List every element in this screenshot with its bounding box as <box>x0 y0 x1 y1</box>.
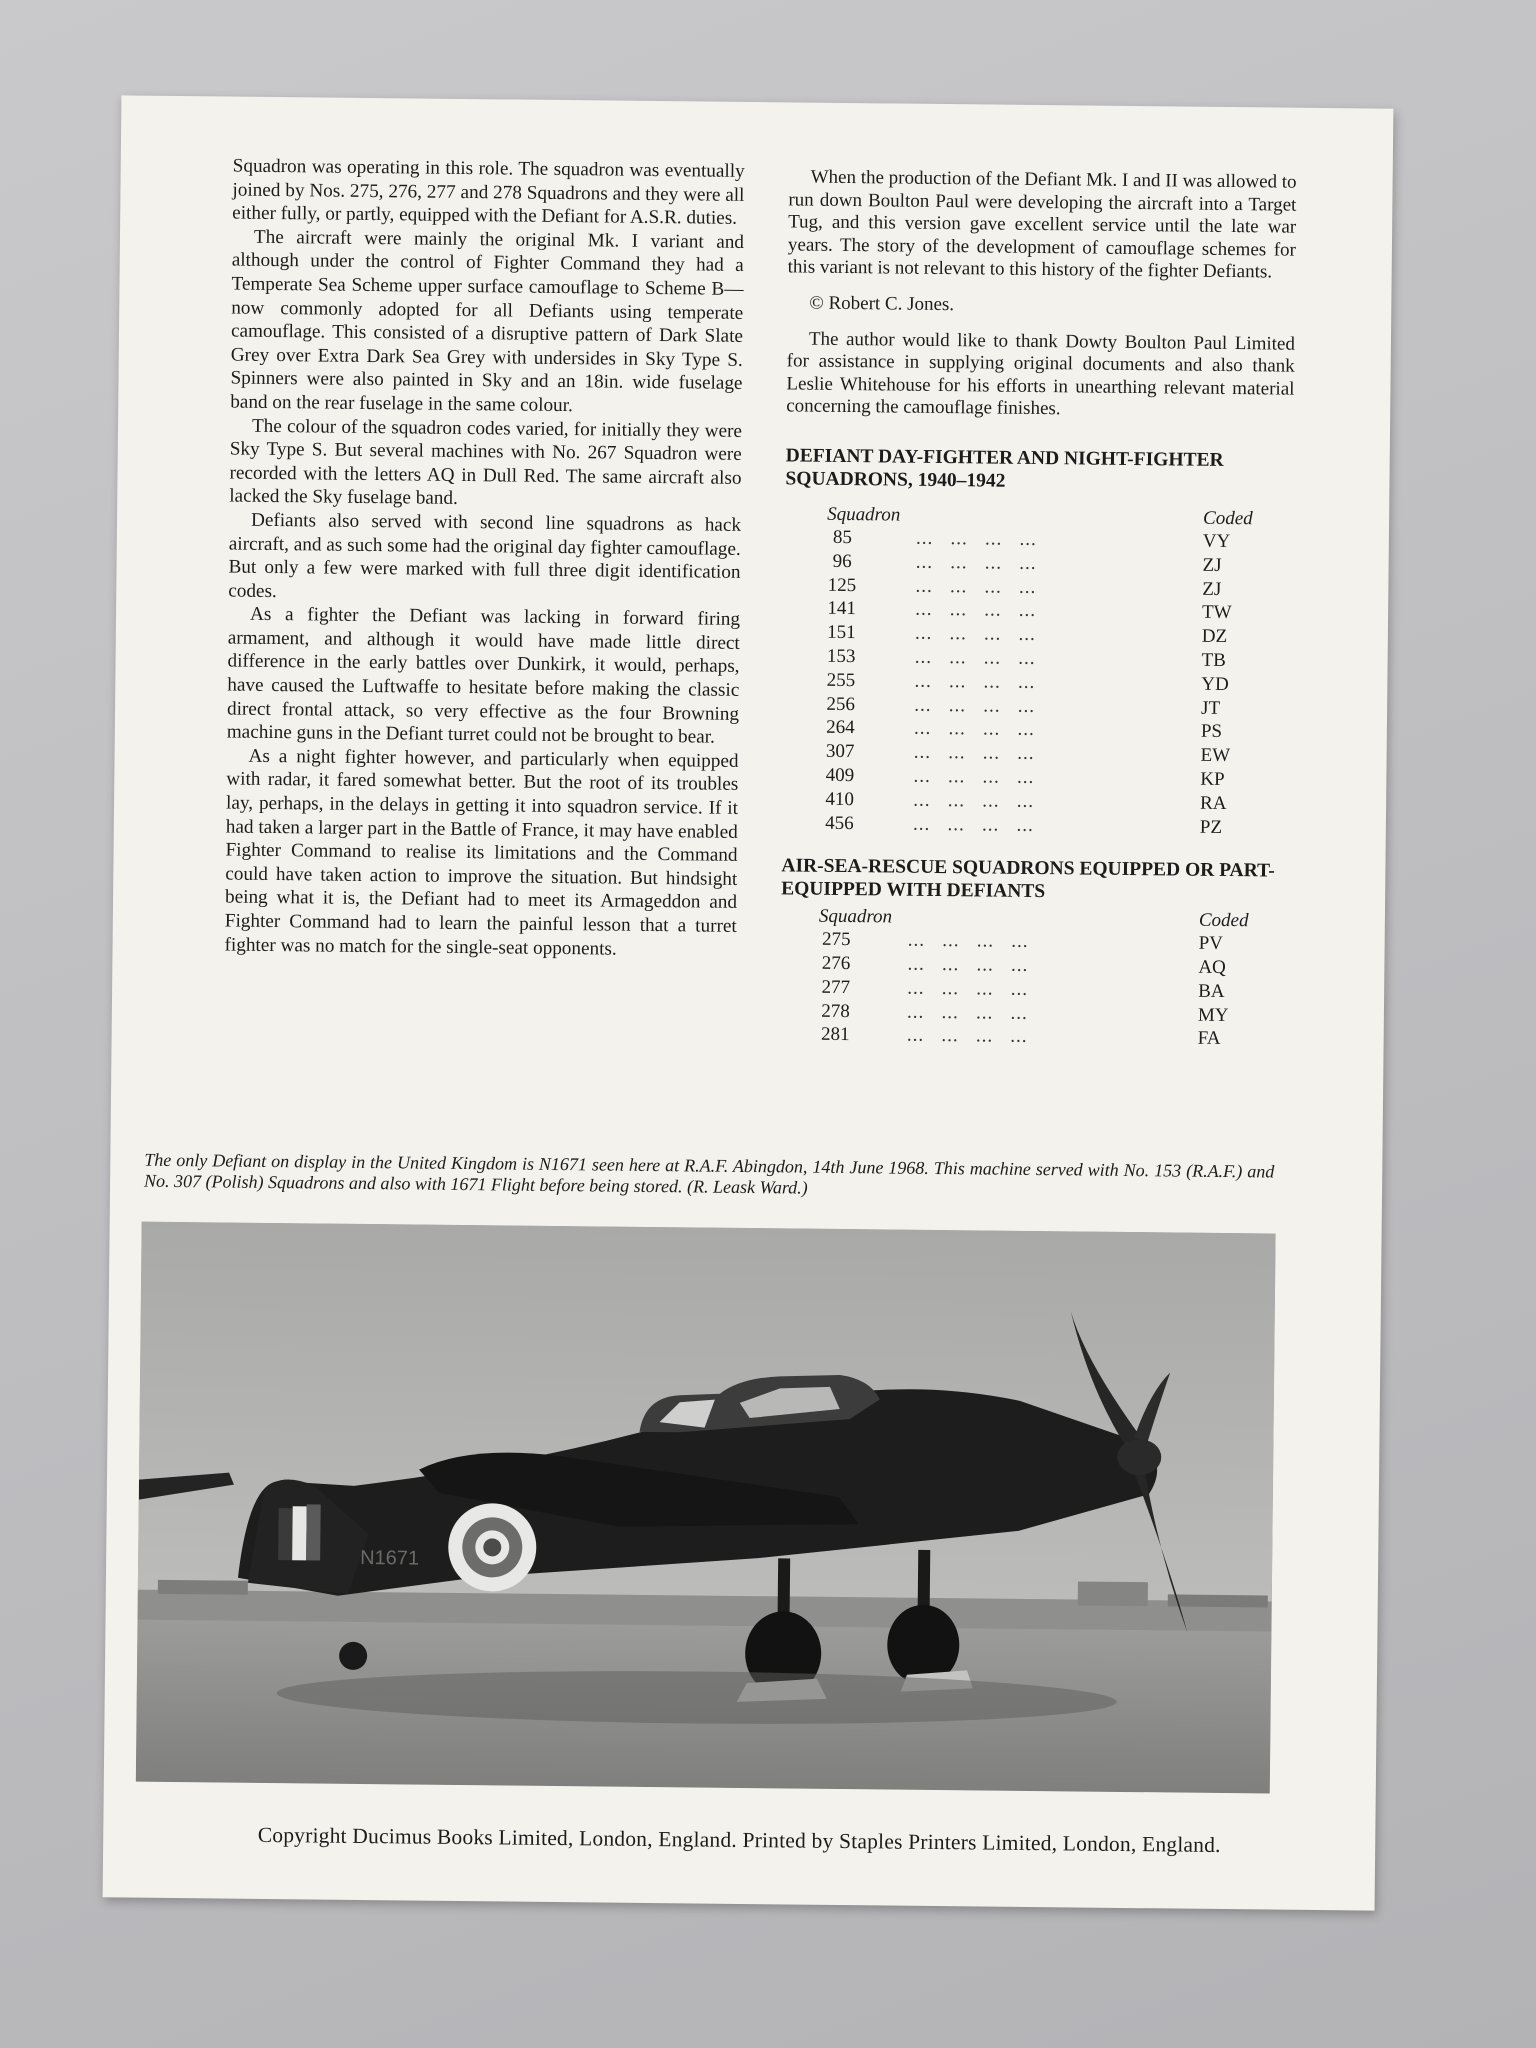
intro-paragraph: When the production of the Defiant Mk. I and II was allowed to run down Boulton Paul were developing the aircraft into a Target Tug, and this version gave excellent service until the late war years. The story of the development of camouflage schemes for this variant is not relevant to this history of the fighter Defiants. <box>787 166 1297 283</box>
squadron-code: PZ <box>1199 816 1223 838</box>
dot-leader: ... ... ... ... <box>913 718 1035 741</box>
squadron-code: TW <box>1202 602 1232 624</box>
squadron-number: 255 <box>826 669 856 691</box>
paragraph: The colour of the squadron codes varied, for initially they were Sky Type S. But several machines with No. 267 Squadron were recorded with the letters AQ in Dull Red. The same aircraft also lacked the Sky fuselage band. <box>229 415 743 510</box>
squadron-number: 85 <box>832 526 853 549</box>
acknowledgement-paragraph: The author would like to thank Dowty Boulton Paul Limited for assistance in supplying original documents and also thank Leslie Whitehouse for his efforts in unearthing relevant material concerning the camouflage finishes. <box>786 328 1296 420</box>
squadron-number: 153 <box>826 645 856 668</box>
table1-title: DEFIANT DAY-FIGHTER AND NIGHT-FIGHTER SQUADRONS, 1940–1942 <box>785 445 1224 492</box>
paragraph: Defiants also served with second line squadrons as hack aircraft, and as such some had the original day fighter camouflage. But only a few were marked with full three digit identification codes. <box>228 509 742 602</box>
squadron-code: AQ <box>1198 956 1226 979</box>
squadron-code: BA <box>1198 980 1225 1002</box>
squadron-number: 410 <box>825 788 855 810</box>
squadron-number: 125 <box>827 574 857 596</box>
asr-squadrons-table <box>780 905 1289 1052</box>
dot-leader: ... ... ... ... <box>914 622 1036 646</box>
dot-leader: ... ... ... ... <box>914 670 1036 693</box>
squadron-number: 264 <box>826 717 855 739</box>
squadron-code: YD <box>1201 673 1229 695</box>
squadron-number: 456 <box>825 812 854 834</box>
dot-leader: ... ... ... ... <box>906 1025 1028 1048</box>
column-header-squadron: Squadron <box>827 503 901 526</box>
squadron-code: DZ <box>1201 625 1228 648</box>
dot-leader: ... ... ... ... <box>914 694 1036 717</box>
squadron-code: RA <box>1200 792 1227 814</box>
paragraph: Squadron was operating in this role. The squadron was eventually joined by Nos. 275, 276, 277 and 278 Squadrons and they were all either fully, or partly, equipped with the Defiant for A.S.R. duties. <box>232 155 745 230</box>
dot-leader: ... ... ... ... <box>907 929 1029 953</box>
squadron-number: 96 <box>832 550 852 572</box>
aircraft-serial: N1671 <box>360 1546 420 1570</box>
page-footer: Copyright Ducimus Books Limited, London, England. Printed by Staples Printers Limited, London, England. <box>257 1822 1221 1857</box>
squadron-number: 277 <box>821 976 851 998</box>
dot-leader: ... ... ... ... <box>913 765 1035 788</box>
aircraft-photo <box>136 1222 1276 1794</box>
photo-caption: The only Defiant on display in the United Kingdom is N1671 seen here at R.A.F. Abingdon, 14th June 1968. This machine served with No. 153 (R.A.F.) and No. 307 (Polish) Squadrons and also with 1671 Flight before being stored. (R. Leask Ward.) <box>144 1149 1275 1198</box>
table-row <box>782 811 1290 840</box>
dot-leader: ... ... ... ... <box>915 527 1037 550</box>
squadron-code: ZJ <box>1202 578 1222 600</box>
squadron-code: MY <box>1197 1004 1229 1026</box>
table2-body <box>780 928 1289 1052</box>
squadron-code: JT <box>1201 697 1221 719</box>
squadron-number: 409 <box>825 764 855 787</box>
squadron-number: 281 <box>820 1024 850 1046</box>
dot-leader: ... ... ... ... <box>915 599 1037 622</box>
squadron-code: EW <box>1200 744 1231 767</box>
dot-leader: ... ... ... ... <box>907 1001 1028 1024</box>
dot-leader: ... ... ... ... <box>915 575 1037 598</box>
squadron-number: 275 <box>821 929 851 951</box>
squadron-number: 307 <box>825 740 855 763</box>
squadron-code: PV <box>1198 933 1224 955</box>
paragraph: As a night fighter however, and particularly when equipped with radar, it fared somewhat better. But the root of its troubles lay, perhaps, in the delays in getting it into squadron service. If it had taken a larger part in the Battle of France, it may have enabled Fighter Command to realise its limitations and the Command could have taken action to improve the situation. But hindsight being what it is, the Defiant had to meet its Armageddon and Fighter Command had to learn the painful lesson that a turret fighter was no match for the single-seat opponents. <box>224 745 739 960</box>
squadron-code: TB <box>1201 649 1227 671</box>
table1-body <box>782 525 1293 840</box>
squadron-code: ZJ <box>1202 554 1222 576</box>
paragraph: The aircraft were mainly the original Mk. I variant and although under the control of Fighter Command they had a Temperate Sea Scheme upper surface camouflage to Scheme B—now commonly adopted for all Defiants using temperate camouflage. This consisted of a disruptive pattern of Dark Slate Grey over Extra Dark Sea Grey with undersides in Sky Type S. Spinners were also painted in Sky and an 18in. wide fuselage band on the rear fuselage in the same colour. <box>230 226 745 417</box>
column-header-coded: Coded <box>1198 910 1249 932</box>
dot-leader: ... ... ... ... <box>907 953 1029 977</box>
defiant-aircraft-image <box>136 1222 1276 1794</box>
right-text-column <box>780 166 1297 1052</box>
column-header-squadron: Squadron <box>818 906 893 928</box>
dot-leader: ... ... ... ... <box>907 977 1029 1000</box>
table2-title: AIR-SEA-RESCUE SQUADRONS EQUIPPED OR PART-EQUIPPED WITH DEFIANTS <box>781 855 1275 903</box>
table-row <box>780 1023 1288 1052</box>
squadron-number: 278 <box>821 1000 850 1022</box>
squadron-code: KP <box>1200 768 1225 790</box>
fighter-squadrons-table <box>782 502 1293 840</box>
dot-leader: ... ... ... ... <box>912 813 1034 836</box>
squadron-code: VY <box>1202 530 1231 552</box>
column-header-coded: Coded <box>1202 507 1253 530</box>
squadron-number: 141 <box>827 598 857 620</box>
dot-leader: ... ... ... ... <box>913 789 1035 812</box>
paragraph: As a fighter the Defiant was lacking in forward firing armament, and although it would have made little direct difference in the early battles over Dunkirk, it would, perhaps, have caused the Luftwaffe to hesitate before making the classic direct frontal attack, so very effective as the four Browning machine guns in the Defiant turret could not be brought to bear. <box>226 604 741 748</box>
author-copyright: © Robert C. Jones. <box>809 292 955 316</box>
dot-leader: ... ... ... ... <box>913 741 1035 765</box>
squadron-number: 256 <box>826 693 856 715</box>
dot-leader: ... ... ... ... <box>914 646 1036 669</box>
book-page <box>103 95 1394 1910</box>
dot-leader: ... ... ... ... <box>915 551 1037 574</box>
squadron-number: 151 <box>827 621 856 644</box>
left-text-column <box>224 155 744 963</box>
squadron-code: PS <box>1200 721 1223 743</box>
squadron-number: 276 <box>821 952 851 975</box>
squadron-code: FA <box>1197 1028 1221 1050</box>
